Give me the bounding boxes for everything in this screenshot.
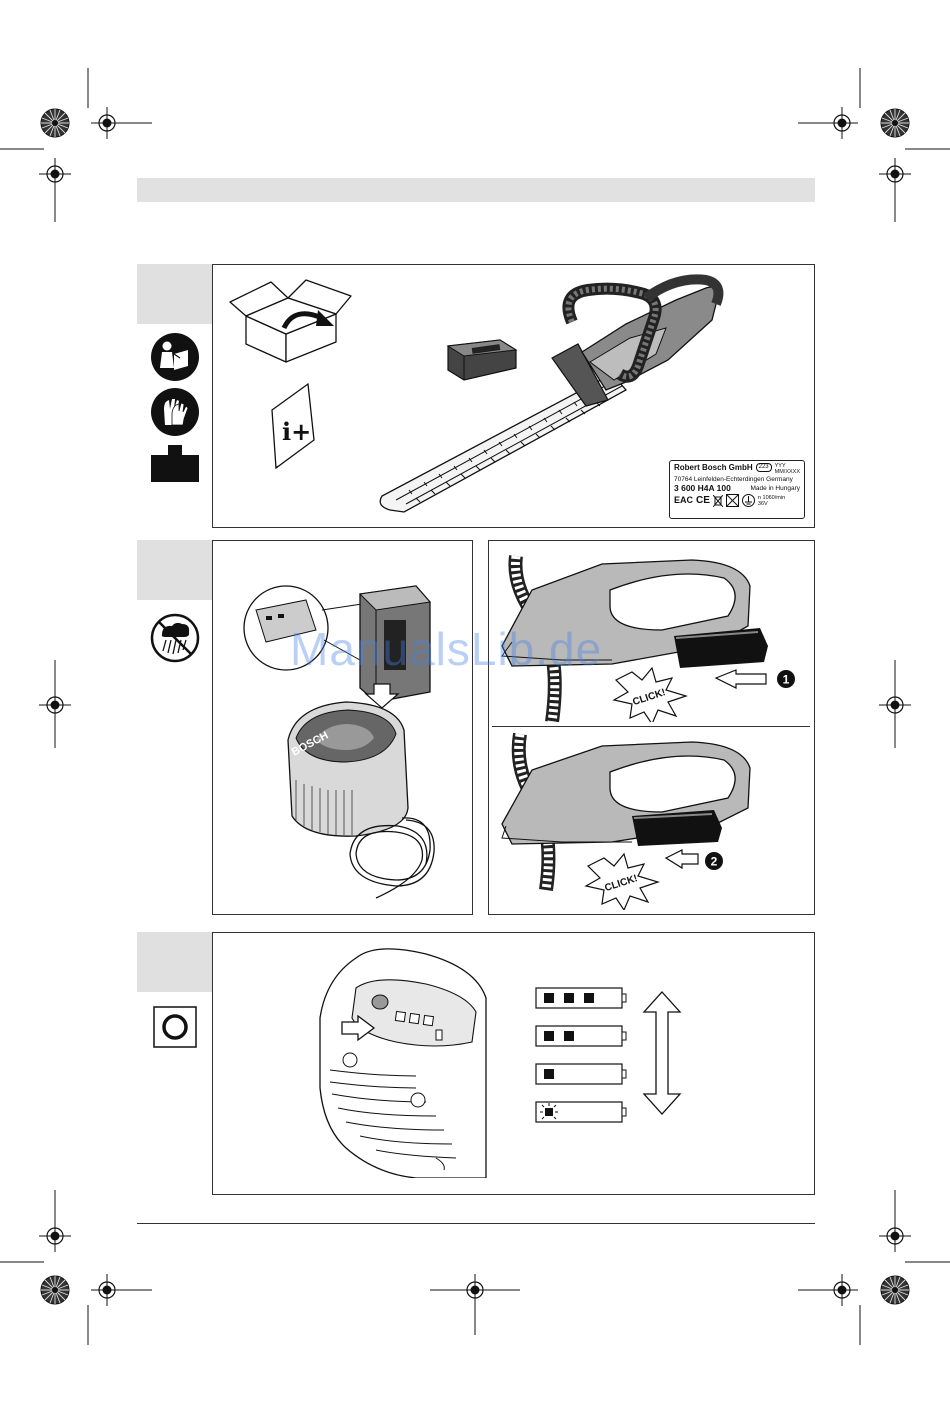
click-label-2: CLICK! xyxy=(603,873,640,895)
type-plate-origin: Made in Hungary xyxy=(750,485,800,492)
type-plate-speed: n 1060/min xyxy=(757,494,786,501)
double-insulation-icon xyxy=(726,494,739,507)
charge-level-list xyxy=(530,982,690,1132)
header-bar xyxy=(137,178,815,202)
footer-rule xyxy=(137,1223,815,1224)
charge-level-battery xyxy=(536,1026,626,1046)
charge-level-battery xyxy=(536,988,626,1008)
no-rain-icon xyxy=(150,613,200,663)
eac-mark-icon: EAC xyxy=(674,495,694,505)
level-range-arrow xyxy=(644,992,680,1114)
type-plate-badge: 223 xyxy=(756,463,772,472)
charger-brand-text: BOSCH xyxy=(289,729,331,759)
type-plate xyxy=(669,460,805,519)
charge-led-on xyxy=(544,1069,554,1079)
panel-charge-indicator xyxy=(212,932,815,1195)
type-plate-note2: MM/XXXX xyxy=(774,469,800,475)
charge-led-on xyxy=(564,993,574,1003)
weee-bin-icon xyxy=(713,495,723,507)
watermark: ManualsLib.de xyxy=(290,623,603,675)
weight-icon xyxy=(150,443,200,483)
step-2-number: 2 xyxy=(710,854,718,869)
type-plate-manufacturer: Robert Bosch GmbH xyxy=(674,463,753,472)
charge-level-battery xyxy=(536,1102,626,1122)
type-plate-voltage: 36V xyxy=(757,500,768,507)
insert-battery-step2-illustration xyxy=(492,730,810,910)
charge-level-battery xyxy=(536,1064,626,1084)
gloves-icon xyxy=(150,387,200,437)
circle-symbol-icon xyxy=(153,1006,197,1048)
panel3-tab xyxy=(137,932,212,992)
packaging-box-illustration xyxy=(226,276,356,366)
ground-symbol-icon xyxy=(742,494,755,507)
read-manual-icon xyxy=(150,332,200,382)
charge-led-blinking xyxy=(545,1108,553,1116)
charge-led-on xyxy=(564,1031,574,1041)
charge-led-on xyxy=(584,993,594,1003)
ce-mark-icon: CE xyxy=(696,495,710,506)
charge-led-on xyxy=(544,993,554,1003)
manual-icon-text: i+ xyxy=(282,417,312,446)
type-plate-address: 70764 Leinfelden-Echterdingen Germany xyxy=(674,476,793,483)
type-plate-note: YYY xyxy=(774,463,786,469)
charge-led-on xyxy=(544,1031,554,1041)
battery-indicator-closeup-illustration xyxy=(316,938,492,1178)
step-1-number: 1 xyxy=(782,672,790,687)
panel2-tab xyxy=(137,540,212,600)
type-plate-part-number: 3 600 H4A 100 xyxy=(674,483,731,493)
panel1-tab xyxy=(137,264,212,324)
click-label-1: CLICK! xyxy=(631,687,668,709)
manual-booklet-illustration xyxy=(268,380,318,470)
panel-insert-divider xyxy=(492,726,810,727)
